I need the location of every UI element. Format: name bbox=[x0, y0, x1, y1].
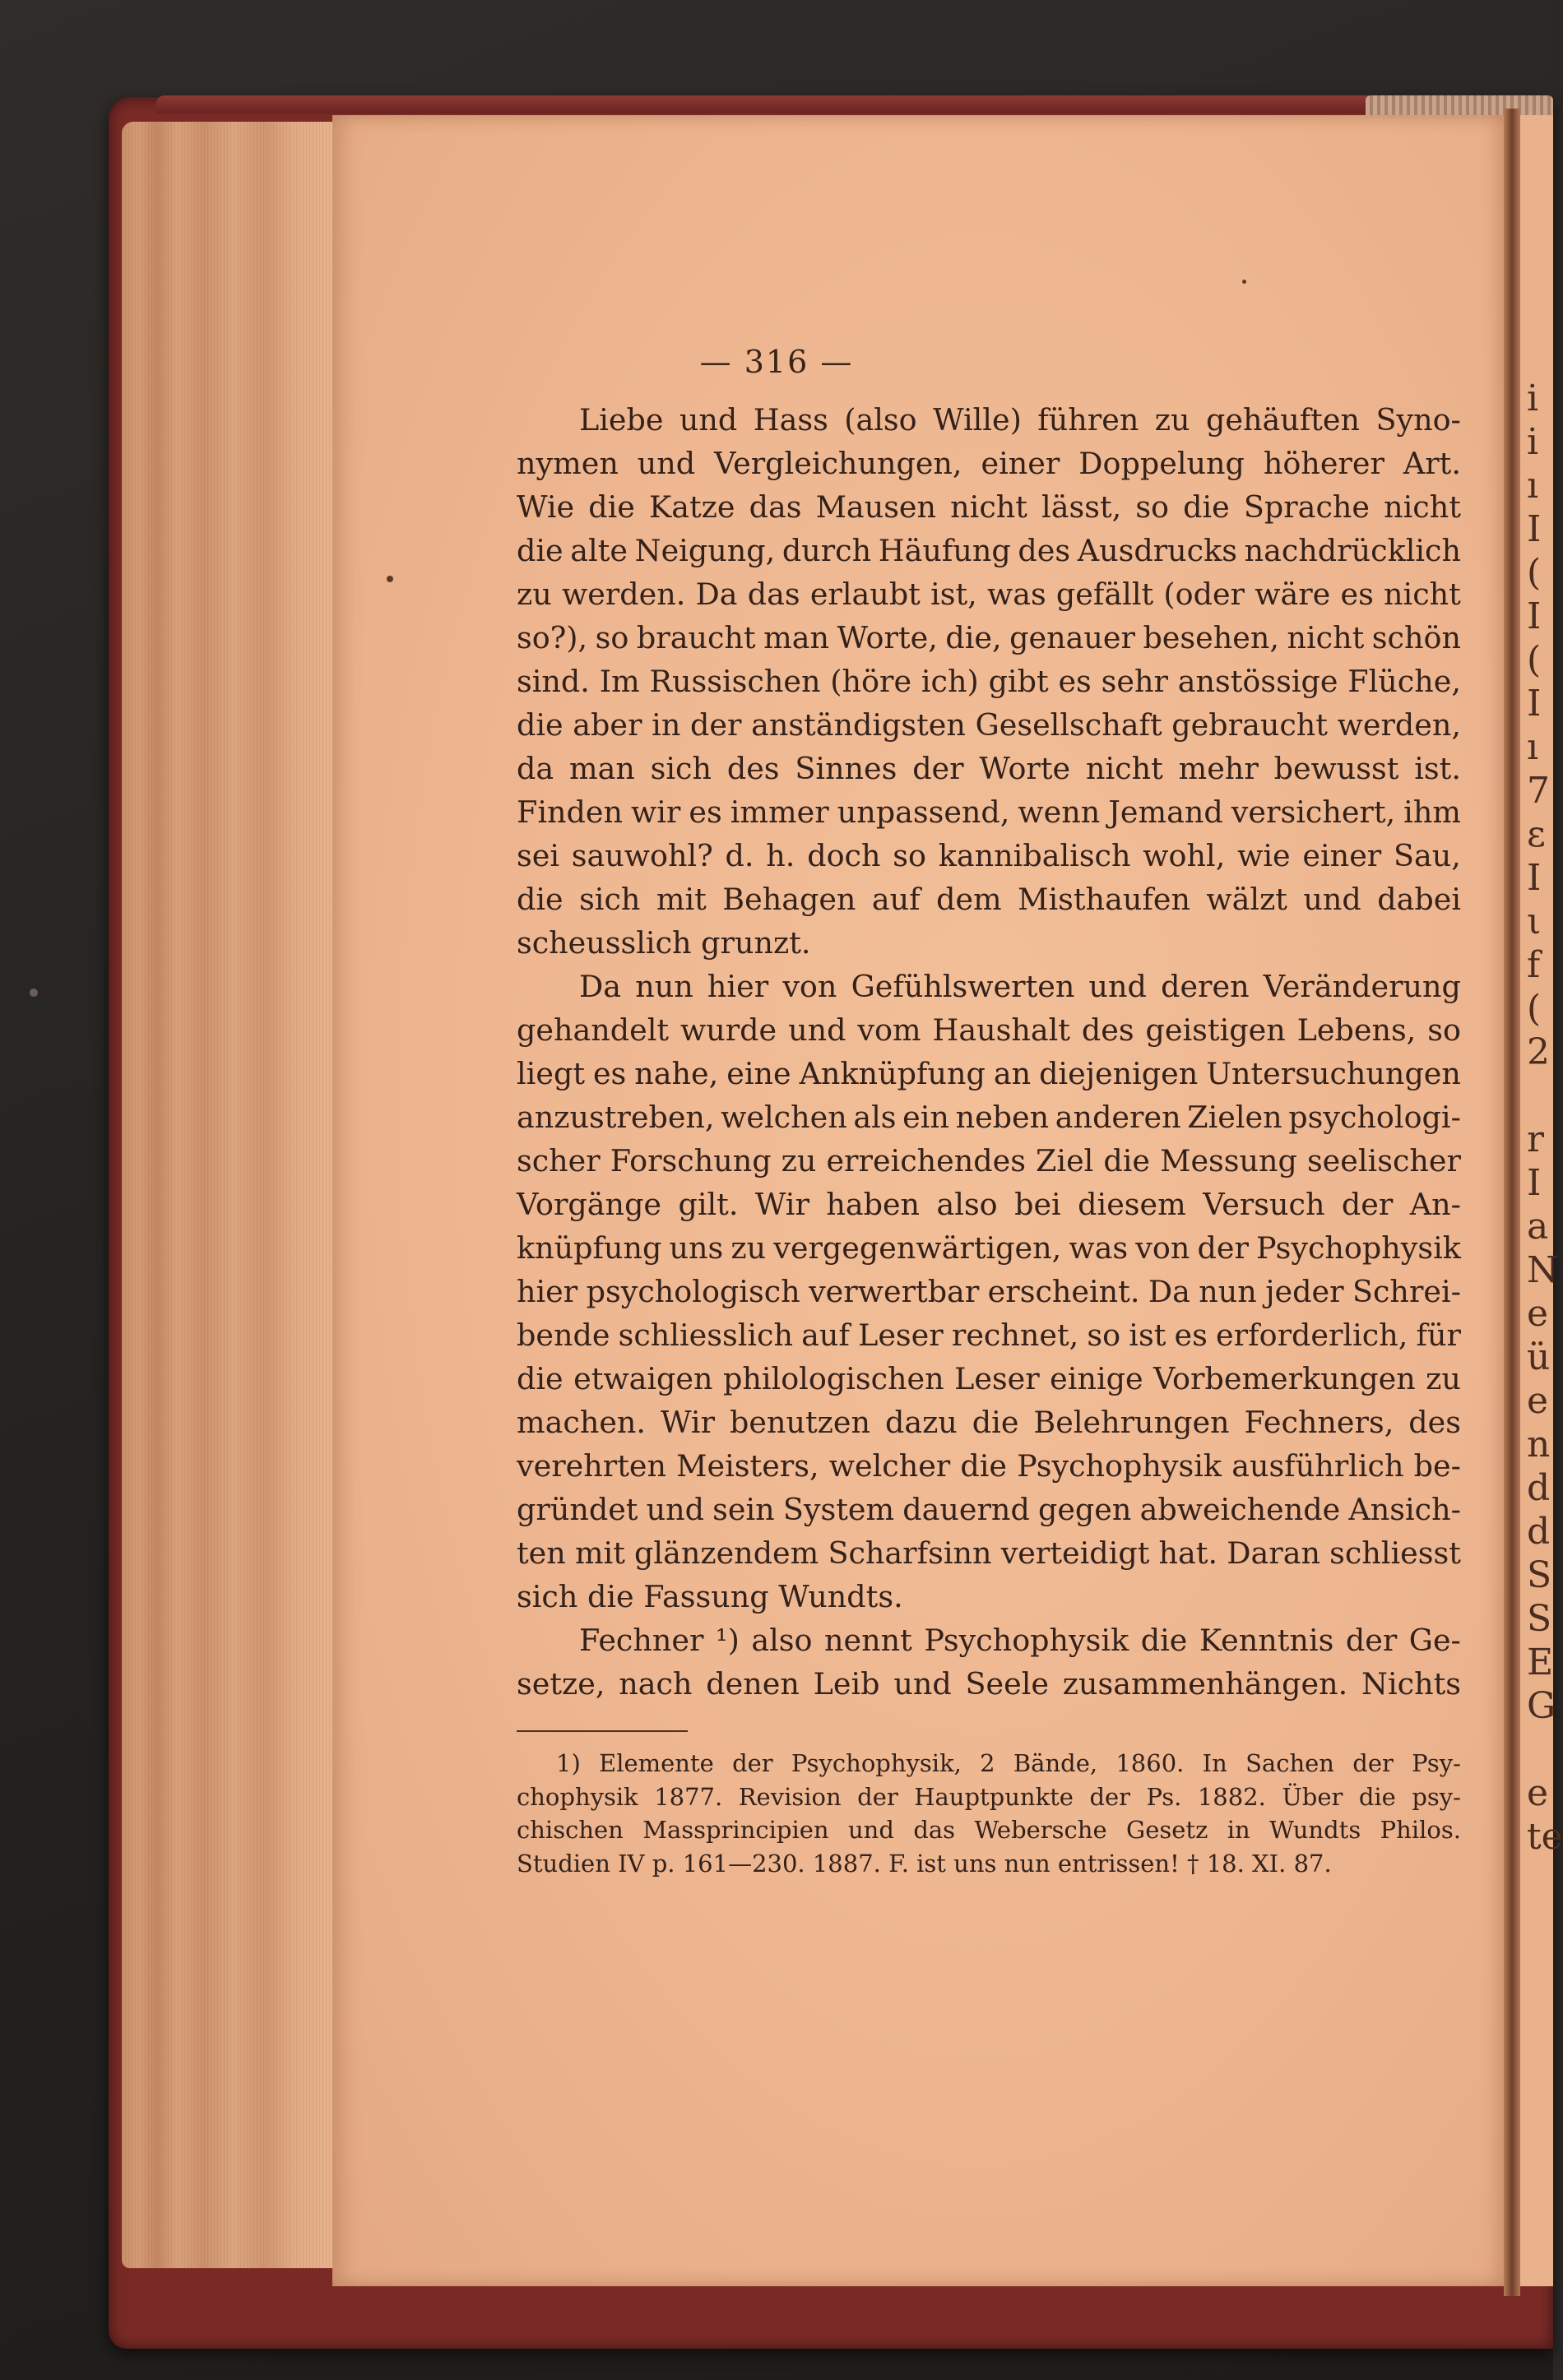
book-gutter bbox=[1504, 109, 1520, 2296]
body-line: zu werden. Da das erlaubt ist, was gefällt (oder wäre es nicht bbox=[517, 576, 1461, 612]
paper-speck bbox=[1242, 280, 1246, 284]
body-text bbox=[517, 398, 1461, 1706]
facing-page-letter: ı bbox=[1527, 726, 1539, 768]
facing-page-letter: ü bbox=[1527, 1336, 1551, 1378]
facing-page-letter: te bbox=[1527, 1816, 1563, 1858]
cover-top-edge bbox=[156, 95, 1407, 113]
body-line: die sich mit Behagen auf dem Misthaufen wälzt und dabei bbox=[517, 882, 1461, 917]
body-line: nymen und Vergleichungen, einer Doppelung höherer Art. bbox=[517, 446, 1461, 481]
body-line: scher Forschung zu erreichendes Ziel die Messung seelischer bbox=[517, 1143, 1461, 1178]
body-line: die etwaigen philologischen Leser einige Vorbemerkungen zu bbox=[517, 1361, 1461, 1396]
body-line: die alte Neigung, durch Häufung des Ausdrucks nachdrücklich bbox=[517, 533, 1461, 568]
page-edges bbox=[122, 122, 337, 2268]
body-line: liegt es nahe, eine Anknüpfung an diejenigen Untersuchungen bbox=[517, 1056, 1461, 1091]
body-line: Wie die Katze das Mausen nicht lässt, so die Sprache nicht bbox=[517, 489, 1461, 525]
body-line: sich die Fassung Wundts. bbox=[517, 1579, 903, 1614]
facing-page-letter: I bbox=[1527, 1162, 1542, 1204]
facing-page-letter: ( bbox=[1527, 552, 1542, 594]
footnote bbox=[517, 1747, 1461, 1880]
facing-page-letters bbox=[1527, 377, 1563, 1859]
facing-page-letter: i bbox=[1527, 421, 1539, 463]
facing-page-letter: I bbox=[1527, 857, 1542, 899]
facing-page-letter: I bbox=[1527, 683, 1542, 725]
body-line: ten mit glänzendem Scharfsinn verteidigt hat. Daran schliesst bbox=[517, 1535, 1461, 1571]
facing-page-letter: ( bbox=[1527, 988, 1542, 1030]
body-line: da man sich des Sinnes der Worte nicht mehr bewusst ist. bbox=[517, 751, 1461, 786]
body-line: Vorgänge gilt. Wir haben also bei diesem Versuch der An- bbox=[517, 1187, 1461, 1222]
facing-page-letter: f bbox=[1527, 944, 1541, 986]
facing-page-letter: d bbox=[1527, 1467, 1551, 1509]
facing-page-edge bbox=[1520, 115, 1563, 2286]
facing-page-letter: 7 bbox=[1527, 770, 1550, 812]
facing-page-letter: e bbox=[1527, 1380, 1549, 1422]
body-line: scheusslich grunzt. bbox=[517, 925, 811, 961]
facing-page-letter: ı bbox=[1527, 465, 1539, 507]
footnote-line: 1) Elemente der Psychophysik, 2 Bände, 1860. In Sachen der Psy- bbox=[556, 1749, 1461, 1777]
body-line: setze, nach denen Leib und Seele zusammenhängen. Nichts bbox=[517, 1666, 1461, 1702]
body-line: Fechner ¹) also nennt Psychophysik die Kenntnis der Ge- bbox=[579, 1623, 1461, 1658]
body-line: knüpfung uns zu vergegenwärtigen, was von der Psychophysik bbox=[517, 1230, 1461, 1266]
page-number: — 316 — bbox=[699, 344, 854, 380]
body-line: Liebe und Hass (also Wille) führen zu gehäuften Syno- bbox=[579, 402, 1461, 438]
facing-page-letter: S bbox=[1527, 1554, 1552, 1596]
body-line: hier psychologisch verwertbar erscheint. Da nun jeder Schrei- bbox=[517, 1274, 1461, 1309]
table-speck bbox=[30, 989, 38, 997]
facing-page-letter: ι bbox=[1527, 901, 1542, 942]
footnote-rule bbox=[517, 1730, 688, 1732]
facing-page-letter: E bbox=[1527, 1641, 1554, 1683]
body-line: sei sauwohl? d. h. doch so kannibalisch wohl, wie einer Sau, bbox=[517, 838, 1461, 873]
body-line: Finden wir es immer unpassend, wenn Jemand versichert, ihm bbox=[517, 794, 1461, 830]
footnote-line: chischen Massprincipien und das Webersche Gesetz in Wundts Philos. bbox=[517, 1816, 1461, 1844]
facing-page-letter: S bbox=[1527, 1598, 1552, 1640]
facing-page-letter: e bbox=[1527, 1772, 1549, 1814]
body-line: gründet und sein System dauernd gegen abweichende Ansich- bbox=[517, 1492, 1461, 1527]
facing-page-letter: ( bbox=[1527, 639, 1542, 681]
body-line: gehandelt wurde und vom Haushalt des geistigen Lebens, so bbox=[517, 1012, 1461, 1048]
facing-page-letter: N bbox=[1527, 1249, 1559, 1291]
body-line: so?), so braucht man Worte, die, genauer besehen, nicht schön bbox=[517, 620, 1461, 655]
paper-speck bbox=[387, 576, 393, 582]
facing-page-letter: n bbox=[1527, 1424, 1551, 1466]
facing-page-letter: r bbox=[1527, 1118, 1545, 1160]
facing-page-letter: ε bbox=[1527, 813, 1546, 855]
body-line: machen. Wir benutzen dazu die Belehrungen Fechners, des bbox=[517, 1405, 1461, 1440]
facing-page-letter: G bbox=[1527, 1685, 1556, 1727]
footnote-line: Studien IV p. 161—230. 1887. F. ist uns nun entrissen! † 18. XI. 87. bbox=[517, 1849, 1332, 1878]
facing-page-letter: I bbox=[1527, 508, 1542, 550]
body-line: anzustreben, welchen als ein neben anderen Zielen psychologi- bbox=[517, 1100, 1461, 1135]
body-line: bende schliesslich auf Leser rechnet, so ist es erforderlich, für bbox=[517, 1317, 1461, 1353]
facing-page-letter: I bbox=[1527, 595, 1542, 637]
body-line: Da nun hier von Gefühlswerten und deren Veränderung bbox=[579, 969, 1461, 1004]
body-line: sind. Im Russischen (höre ich) gibt es sehr anstössige Flüche, bbox=[517, 664, 1461, 699]
facing-page-letter: 2 bbox=[1527, 1031, 1550, 1073]
facing-page-letter bbox=[1527, 1074, 1553, 1118]
facing-page-letter bbox=[1527, 1728, 1553, 1771]
body-line: verehrten Meisters, welcher die Psychophysik ausführlich be- bbox=[517, 1448, 1461, 1484]
facing-page-letter: e bbox=[1527, 1293, 1549, 1335]
facing-page-letter: i bbox=[1527, 377, 1539, 419]
body-line: die aber in der anständigsten Gesellschaft gebraucht werden, bbox=[517, 707, 1461, 743]
facing-page-letter: d bbox=[1527, 1511, 1551, 1553]
facing-page-letter: a bbox=[1527, 1206, 1549, 1248]
footnote-line: chophysik 1877. Revision der Hauptpunkte der Ps. 1882. Über die psy- bbox=[517, 1782, 1461, 1811]
